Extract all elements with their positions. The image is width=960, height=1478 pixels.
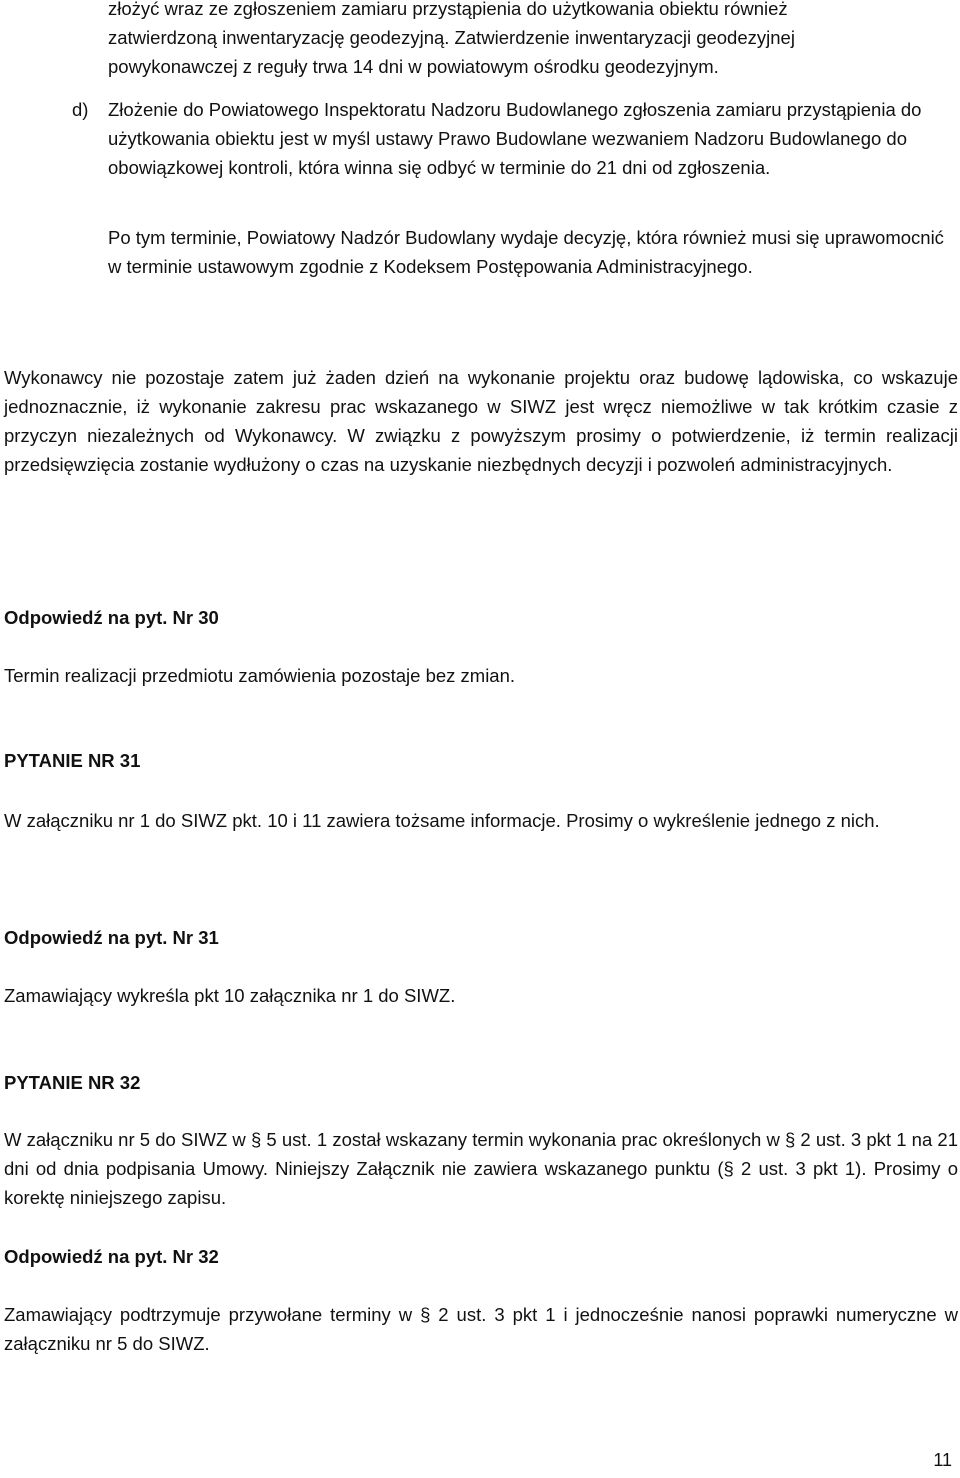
question-31-heading: PYTANIE NR 31 (4, 750, 141, 771)
continuation-line-1: złożyć wraz ze zgłoszeniem zamiaru przystąpienia do użytkowania obiektu również (108, 0, 788, 19)
continuation-paragraph (108, 0, 956, 81)
question-32-text: W załączniku nr 5 do SIWZ w § 5 ust. 1 został wskazany termin wykonania prac określonych w § 2 ust. 3 pkt 1 na 21 dni od dnia podpisania Umowy. Niniejszy Załącznik nie zawiera wskazanego punktu (§ 2 ust. 3 pkt 1). Prosimy o korektę niniejszego zapisu. (4, 1129, 958, 1208)
page-number: 11 (933, 1450, 952, 1470)
list-marker-d: d) (72, 99, 89, 120)
answer-31-heading: Odpowiedź na pyt. Nr 31 (4, 927, 219, 948)
list-item-d-text: Złożenie do Powiatowego Inspektoratu Nadzoru Budowlanego zgłoszenia zamiaru przystąpienia do użytkowania obiektu jest w myśl ustawy Prawo Budowlane wezwaniem Nadzoru Budowlanego do obowiązkowej kontroli, która winna się odbyć w terminie do 21 dni od zgłoszenia. (108, 99, 922, 178)
question-32-heading: PYTANIE NR 32 (4, 1072, 141, 1093)
answer-30-text: Termin realizacji przedmiotu zamówienia pozostaje bez zmian. (4, 665, 516, 686)
answer-31-text: Zamawiający wykreśla pkt 10 załącznika nr 1 do SIWZ. (4, 985, 456, 1006)
continuation-line-3: powykonawczej z reguły trwa 14 dni w powiatowym ośrodku geodezyjnym. (108, 56, 719, 77)
continuation-line-2: zatwierdzoną inwentaryzację geodezyjną. Zatwierdzenie inwentaryzacji geodezyjnej (108, 27, 795, 48)
answer-32-text: Zamawiający podtrzymuje przywołane terminy w § 2 ust. 3 pkt 1 i jednocześnie nanosi poprawki numeryczne w załączniku nr 5 do SIWZ. (4, 1304, 958, 1354)
summary-paragraph: Wykonawcy nie pozostaje zatem już żaden dzień na wykonanie projektu oraz budowę lądowiska, co wskazuje jednoznacznie, iż wykonanie zakresu prac wskazanego w SIWZ jest wręcz niemożliwe w tak krótkim czasie z przyczyn niezależnych od Wykonawcy. W związku z powyższym prosimy o potwierdzenie, iż termin realizacji przedsięwzięcia zostanie wydłużony o czas na uzyskanie niezbędnych decyzji i pozwoleń administracyjnych. (4, 367, 958, 475)
question-31-text: W załączniku nr 1 do SIWZ pkt. 10 i 11 zawiera tożsame informacje. Prosimy o wykreślenie jednego z nich. (4, 810, 880, 831)
list-item-d-followup: Po tym terminie, Powiatowy Nadzór Budowlany wydaje decyzję, która również musi się uprawomocnić w terminie ustawowym zgodnie z Kodeksem Postępowania Administracyjnego. (108, 227, 944, 277)
answer-30-heading: Odpowiedź na pyt. Nr 30 (4, 607, 219, 628)
answer-32-heading: Odpowiedź na pyt. Nr 32 (4, 1246, 219, 1267)
